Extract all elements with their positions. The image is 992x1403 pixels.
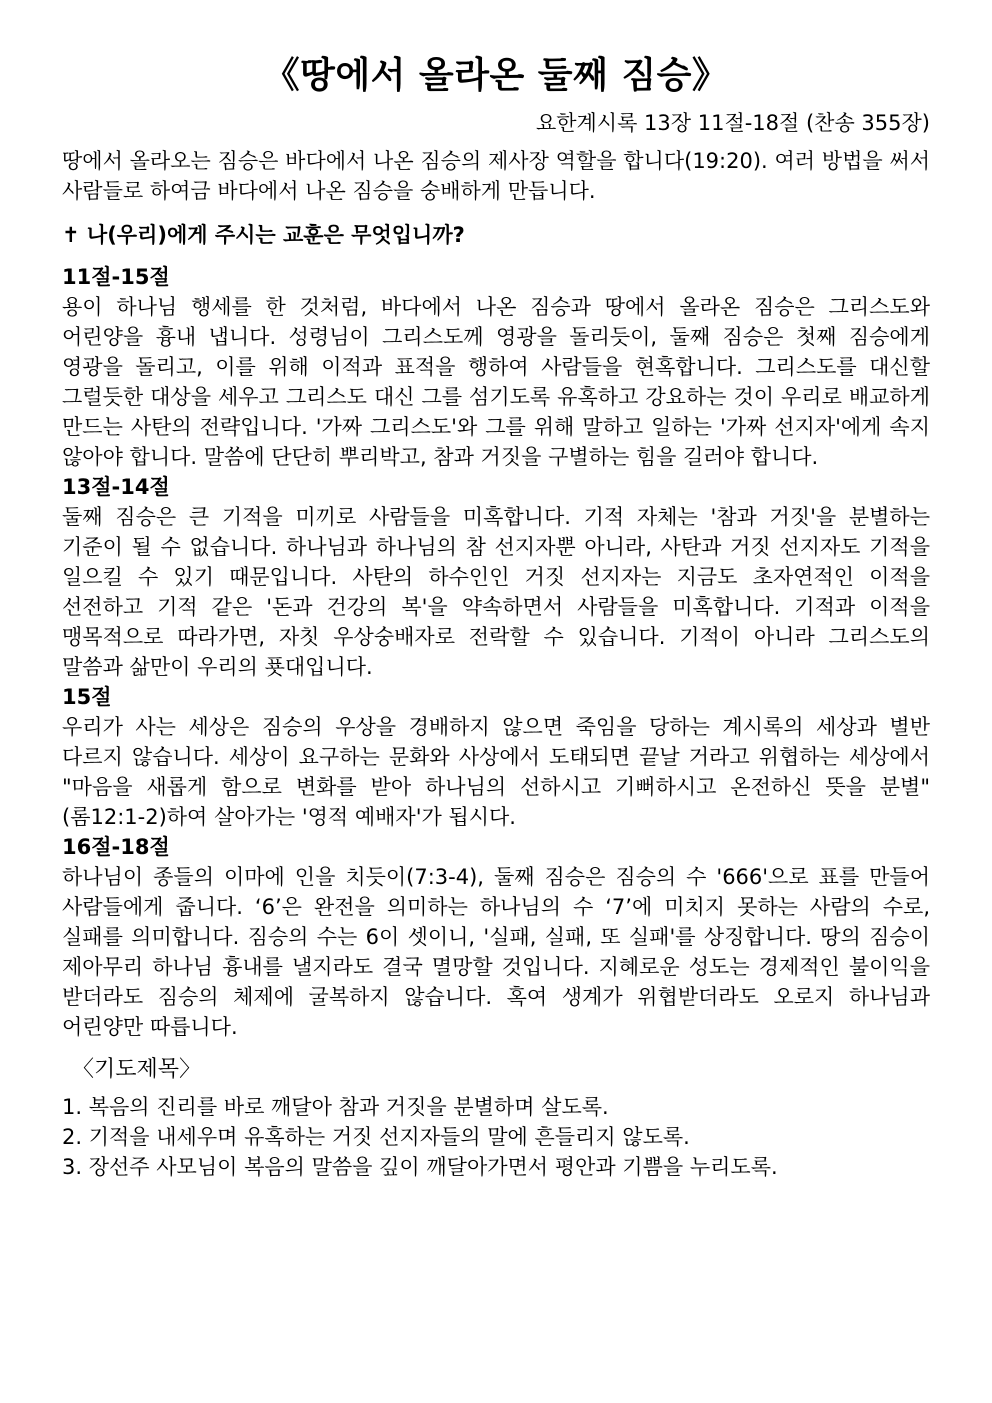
section-verses-13-14 bbox=[62, 472, 930, 682]
prayer-heading: 〈기도제목〉 bbox=[72, 1057, 202, 1082]
section-body: 용이 하나님 행세를 한 것처럼, 바다에서 나온 짐승과 땅에서 올라온 짐승은 그리스도와 어린양을 흉내 냅니다. 성령님이 그리스도께 영광을 돌리듯이, 둘째 짐승은 첫째 짐승에게 영광을 돌리고, 이를 위해 이적과 표적을 행하여 사람들을 현혹합니다. 그리스도를 대신할 그럴듯한 대상을 세우고 그리스도 대신 그를 섬기도록 유혹하고 강요하는 것이 우리로 배교하게 만드는 사탄의 전략입니다. '가짜 그리스도'와 그를 위해 말하고 일하는 '가짜 선지자'에게 속지 않아야 합니다. 말씀에 단단히 뿌리박고, 참과 거짓을 구별하는 힘을 길러야 합니다. bbox=[62, 295, 930, 469]
intro-paragraph: 땅에서 올라오는 짐승은 바다에서 나온 짐승의 제사장 역할을 합니다(19:20). 여러 방법을 써서 사람들로 하여금 바다에서 나온 짐승을 숭배하게 만듭니다. bbox=[62, 149, 930, 203]
document-title: 《땅에서 올라온 둘째 짐승》 bbox=[263, 55, 729, 96]
section-heading: 16절-18절 bbox=[62, 835, 170, 859]
scripture-reference: 요한계시록 13장 11절-18절 (찬송 355장) bbox=[535, 111, 930, 135]
section-verses-11-15 bbox=[62, 262, 930, 472]
section-heading: 11절-15절 bbox=[62, 265, 170, 289]
lesson-question: ✝ 나(우리)에게 주시는 교훈은 무엇입니까? bbox=[62, 223, 465, 247]
section-body: 하나님이 종들의 이마에 인을 치듯이(7:3-4), 둘째 짐승은 짐승의 수 '666'으로 표를 만들어 사람들에게 줍니다. ‘6’은 완전을 의미하는 하나님의 수 ‘7’에 미치지 못하는 사람의 수로, 실패를 의미합니다. 짐승의 수는 6이 셋이니, '실패, 실패, 또 실패'를 상징합니다. 땅의 짐승이 제아무리 하나님 흉내를 낼지라도 결국 멸망할 것입니다. 지혜로운 성도는 경제적인 불이익을 받더라도 짐승의 체제에 굴복하지 않습니다. 혹여 생계가 위협받더라도 오로지 하나님과 어린양만 따릅니다. bbox=[62, 865, 930, 1039]
section-body: 둘째 짐승은 큰 기적을 미끼로 사람들을 미혹합니다. 기적 자체는 '참과 거짓'을 분별하는 기준이 될 수 없습니다. 하나님과 하나님의 참 선지자뿐 아니라, 사탄과 거짓 선지자도 기적을 일으킬 수 있기 때문입니다. 사탄의 하수인인 거짓 선지자는 지금도 초자연적인 이적을 선전하고 기적 같은 '돈과 건강의 복'을 약속하면서 사람들을 미혹합니다. 기적과 이적을 맹목적으로 따라가면, 자칫 우상숭배자로 전락할 수 있습니다. 기적이 아니라 그리스도의 말씀과 삶만이 우리의 푯대입니다. bbox=[62, 505, 930, 679]
document-page bbox=[62, 50, 930, 1182]
prayer-item: 3. 장선주 사모님이 복음의 말씀을 깊이 깨달아가면서 평안과 기쁨을 누리도록. bbox=[62, 1155, 778, 1179]
prayer-list bbox=[62, 1092, 930, 1182]
prayer-item: 2. 기적을 내세우며 유혹하는 거짓 선지자들의 말에 흔들리지 않도록. bbox=[62, 1125, 690, 1149]
section-verses-16-18 bbox=[62, 832, 930, 1042]
section-verse-15 bbox=[62, 682, 930, 832]
section-body: 우리가 사는 세상은 짐승의 우상을 경배하지 않으면 죽임을 당하는 계시록의 세상과 별반 다르지 않습니다. 세상이 요구하는 문화와 사상에서 도태되면 끝날 거라고 위협하는 세상에서 "마음을 새롭게 함으로 변화를 받아 하나님의 선하시고 기뻐하시고 온전하신 뜻을 분별"(롬12:1-2)하여 살아가는 '영적 예배자'가 됩시다. bbox=[62, 715, 930, 829]
section-heading: 13절-14절 bbox=[62, 475, 170, 499]
section-heading: 15절 bbox=[62, 685, 112, 709]
prayer-item: 1. 복음의 진리를 바로 깨달아 참과 거짓을 분별하며 살도록. bbox=[62, 1095, 609, 1119]
